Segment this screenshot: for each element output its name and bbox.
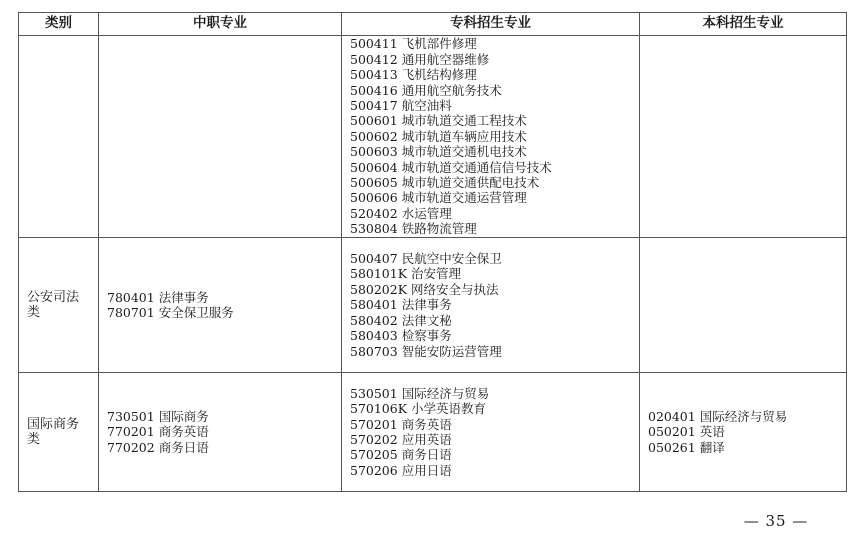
major-entry: 530501 国际经济与贸易 (350, 385, 490, 401)
table-header-row (19, 13, 847, 36)
major-entry: 500416 通用航空航务技术 (350, 82, 502, 98)
major-entry: 050201 英语 (648, 424, 725, 440)
major-entry: 020401 国际经济与贸易 (648, 408, 788, 424)
major-entry: 520402 水运管理 (350, 205, 452, 221)
undergrad-majors-cell (640, 36, 847, 238)
major-entry: 500411 飞机部件修理 (350, 36, 477, 52)
major-entry: 500413 飞机结构修理 (350, 67, 477, 83)
major-entry: 530804 铁路物流管理 (350, 221, 477, 237)
majors-table-container (18, 12, 846, 492)
majors-table (18, 12, 847, 492)
undergrad-majors-cell (640, 373, 847, 492)
header-category: 类别 (19, 13, 99, 36)
table-row (19, 238, 847, 373)
major-entry: 730501 国际商务 (107, 408, 209, 424)
major-entry: 580402 法律文秘 (350, 312, 452, 328)
major-entry: 580202K 网络安全与执法 (350, 281, 499, 297)
major-entry: 500417 航空油料 (350, 97, 452, 113)
major-entry: 570206 应用日语 (350, 462, 452, 478)
category-cell (19, 36, 99, 238)
major-entry: 570201 商务英语 (350, 416, 452, 432)
category-cell: 公安司法类 (19, 238, 99, 373)
page-number: — 35 — (743, 512, 809, 530)
major-entry: 570106K 小学英语教育 (350, 401, 487, 417)
major-entry: 580403 检察事务 (350, 328, 452, 344)
major-entry: 050261 翻译 (648, 439, 725, 455)
table-row (19, 36, 847, 238)
major-entry: 780401 法律事务 (107, 289, 209, 305)
table-row (19, 373, 847, 492)
major-entry: 770202 商务日语 (107, 439, 209, 455)
major-entry: 580101K 治安管理 (350, 266, 462, 282)
header-junior-college-major: 专科招生专业 (342, 13, 640, 36)
major-entry: 500412 通用航空器维修 (350, 51, 490, 67)
secondary-majors-cell (99, 373, 342, 492)
undergrad-majors-cell (640, 238, 847, 373)
major-entry: 770201 商务英语 (107, 424, 209, 440)
secondary-majors-cell (99, 36, 342, 238)
major-entry: 500407 民航空中安全保卫 (350, 251, 502, 267)
header-secondary-major: 中职专业 (99, 13, 342, 36)
major-entry: 500601 城市轨道交通工程技术 (350, 113, 527, 129)
category-cell: 国际商务类 (19, 373, 99, 492)
major-entry: 580703 智能安防运营管理 (350, 343, 502, 359)
junior-college-majors-cell (342, 238, 640, 373)
major-entry: 500602 城市轨道车辆应用技术 (350, 128, 527, 144)
major-entry: 570205 商务日语 (350, 447, 452, 463)
major-entry: 500606 城市轨道交通运营管理 (350, 190, 527, 206)
header-undergrad-major: 本科招生专业 (640, 13, 847, 36)
junior-college-majors-cell (342, 373, 640, 492)
junior-college-majors-cell (342, 36, 640, 238)
major-entry: 780701 安全保卫服务 (107, 305, 234, 320)
major-entry: 570202 应用英语 (350, 432, 452, 447)
secondary-majors-cell (99, 238, 342, 373)
major-entry: 500604 城市轨道交通通信信号技术 (350, 159, 552, 175)
major-entry: 580401 法律事务 (350, 297, 452, 313)
major-entry: 500603 城市轨道交通机电技术 (350, 144, 527, 160)
major-entry: 500605 城市轨道交通供配电技术 (350, 175, 540, 191)
